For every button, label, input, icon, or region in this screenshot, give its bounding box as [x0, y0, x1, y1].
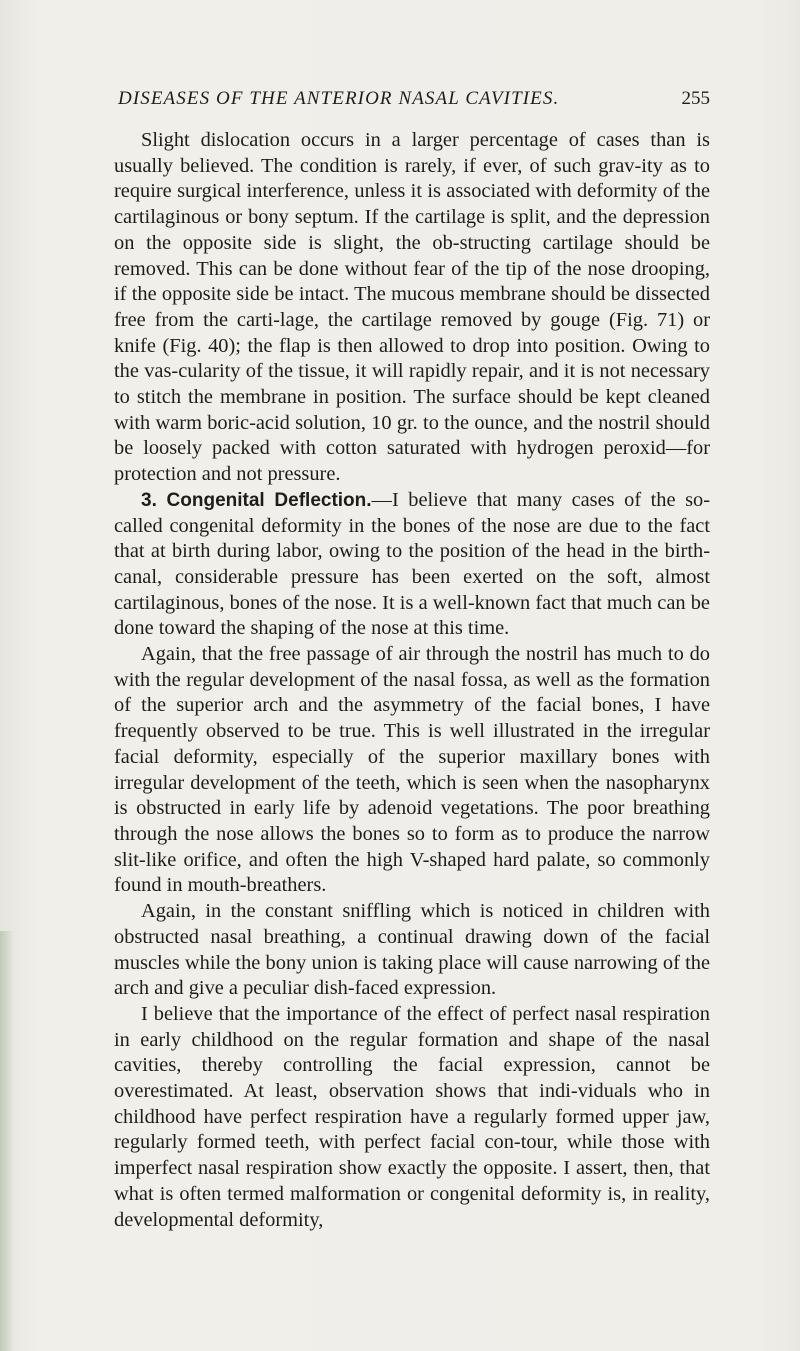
page-number: 255 — [681, 88, 710, 109]
paragraph-congenital-deflection — [114, 488, 710, 642]
paragraph-free-passage-of-air: Again, that the free passage of air through the nostril has much to do with the regular development of the nasal fossa, as well as the formation of the superior arch and the asymmetry of the facial bones, I have frequently observed to be true. This is well illustrated in the irregular facial deformity, especially of the superior maxillary bones with irregular development of the teeth, which is seen when the nasopharynx is obstructed in early life by adenoid vegetations. The poor breathing through the nose allows the bones so to form as to produce the narrow slit-like orifice, and often the high V-shaped hard palate, so commonly found in mouth-breathers. — [114, 643, 710, 897]
section-heading-congenital-deflection: 3. Congenital Deflection. — [141, 489, 372, 511]
paragraph-constant-sniffling: Again, in the constant sniffling which is noticed in children with obstructed nasal breathing, a continual drawing down of the facial muscles while the bony union is taking place will cause narrowing of the arch and give a peculiar dish-faced expression. — [114, 900, 710, 1000]
body-text — [114, 128, 710, 1233]
paragraph-congenital-deflection-text: —I believe that many cases of the so-called congenital deformity in the bones of the nose are due to the fact that at birth during labor, owing to the position of the head in the birth-canal, considerable pressure has been exerted on the soft, almost cartilaginous, bones of the nose. It is a well-known fact that much can be done toward the shaping of the nose at this time. — [114, 488, 710, 640]
paragraph-slight-dislocation: Slight dislocation occurs in a larger percentage of cases than is usually believed. The condition is rarely, if ever, of such grav-ity as to require surgical interference, unless it is associated with deformity of the cartilaginous or bony septum. If the cartilage is split, and the depression on the opposite side is slight, the ob-structing cartilage should be removed. This can be done without fear of the tip of the nose drooping, if the opposite side be intact. The mucous membrane should be dissected free from the carti-lage, the cartilage removed by gouge (Fig. 71) or knife (Fig. 40); the flap is then allowed to drop into position. Owing to the vas-cularity of the tissue, it will rapidly repair, and it is not necessary to stitch the membrane in position. The surface should be kept cleaned with warm boric-acid solution, 10 gr. to the ounce, and the nostril should be loosely packed with cotton saturated with hydrogen peroxid—for protection and not pressure. — [114, 129, 710, 486]
paragraph-nasal-respiration: I believe that the importance of the effect of perfect nasal respiration in early childhood on the regular formation and shape of the nasal cavities, thereby controlling the facial expression, cannot be overestimated. At least, observation shows that indi-viduals who in childhood have perfect respiration have a regularly formed upper jaw, regularly formed teeth, with perfect facial con-tour, while those with imperfect nasal respiration show exactly the opposite. I assert, then, that what is often termed malformation or congenital deformity is, in reality, developmental deformity, — [114, 1002, 710, 1231]
page-header — [110, 88, 710, 112]
page-edge-shadow — [0, 931, 14, 1351]
running-head: DISEASES OF THE ANTERIOR NASAL CAVITIES. — [118, 88, 560, 109]
